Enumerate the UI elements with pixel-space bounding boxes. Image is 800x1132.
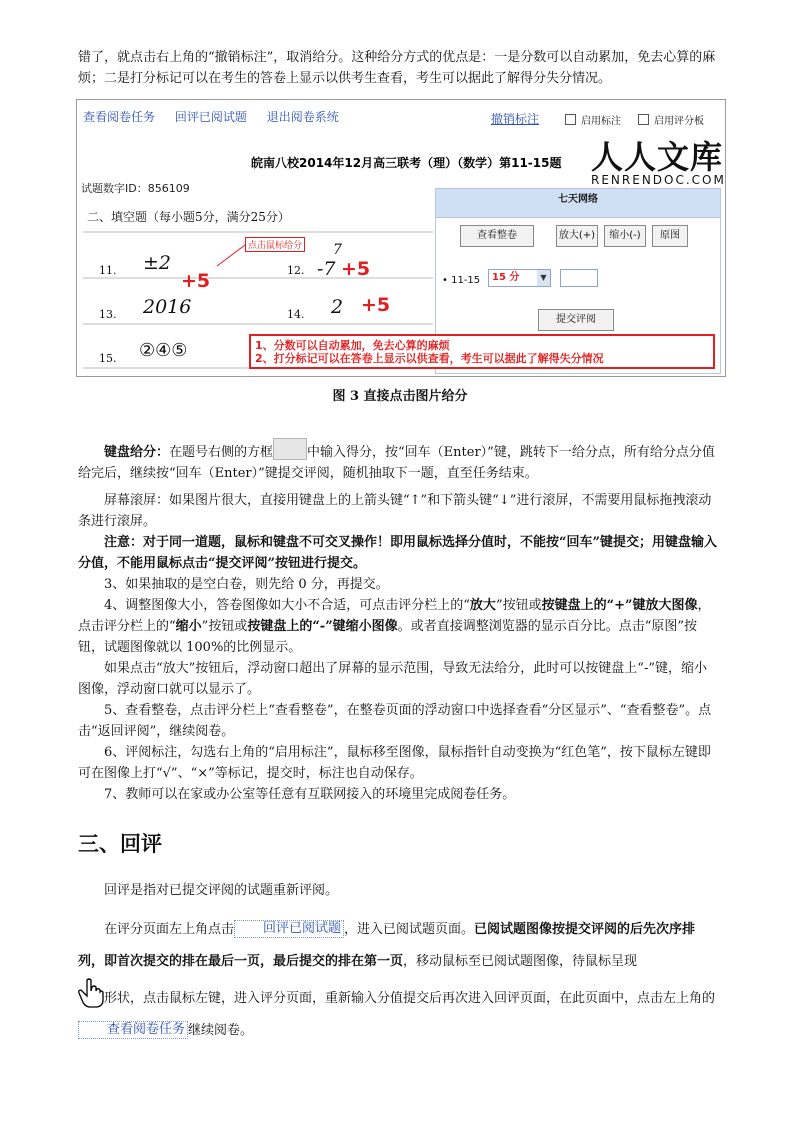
handwritten-answer: ±2 bbox=[143, 252, 172, 274]
click-annotation: 点击鼠标给分 bbox=[245, 237, 305, 252]
item-3: 3、如果抽取的是空白卷，则先给 0 分，再提交。 bbox=[104, 577, 389, 592]
item-4: 4、调整图像大小，答卷图像如大小不合适，可点击评分栏上的“放大”按钮或按键盘上的“+”键放大图像，点击评分栏上的“缩小”按钮或按键盘上的“-”键缩小图像。或者直接调整浏览器的显示百分比。点击“原图”按钮，试题图像就以 100%的比例显示。 bbox=[78, 598, 711, 655]
section-header: 二、填空题（每小题5分，满分25分） bbox=[87, 210, 290, 224]
dropdown-arrow-icon: ▼ bbox=[537, 270, 550, 286]
question-number: 12. bbox=[287, 264, 305, 277]
scroll-paragraph: 屏幕滚屏：如果图片很大，直接用键盘上的上箭头键“↑”和下箭头键“↓”进行滚屏，不需要用鼠标拖拽滚动条进行滚屏。 bbox=[78, 493, 712, 529]
handwritten-answer: 2 bbox=[331, 296, 344, 318]
item-6: 6、评阅标注，勾选右上角的“启用标注”，鼠标移至图像，鼠标指针自动变换为“红色笔”，按下鼠标左键即可在图像上打“√”、“×”等标记，提交时，标注也自动保存。 bbox=[78, 745, 711, 781]
submit-review-button[interactable]: 提交评阅 bbox=[538, 309, 614, 331]
handwritten-answer: ②④⑤ bbox=[139, 340, 188, 361]
top-links bbox=[83, 108, 355, 125]
keyboard-scoring-paragraph: 键盘给分：在题号右侧的方框 中输入得分，按“回车（Enter）”键，跳转下一给分点，所有给分点分值给完后，继续按“回车（Enter）”键提交评阅，随机抽取下一题，直至任务结束。 bbox=[78, 438, 718, 484]
question-number: 13. bbox=[99, 308, 117, 321]
review-intro: 回评是指对已提交评阅的试题重新评阅。 bbox=[104, 883, 339, 898]
score-input[interactable] bbox=[560, 269, 598, 287]
question-id: 试题数字ID：856109 bbox=[81, 182, 190, 195]
score-select[interactable]: 15 分 ▼ bbox=[488, 269, 551, 287]
original-size-button[interactable]: 原图 bbox=[652, 225, 688, 247]
score-mark: +5 bbox=[341, 258, 371, 280]
item-4-note: 如果点击“放大”按钮后，浮动窗口超出了屏幕的显示范围，导致无法给分，此时可以按键盘上“-”键，缩小图像，浮动窗口就可以显示了。 bbox=[78, 661, 707, 697]
figure-caption: 图 3 直接点击图片给分 bbox=[332, 389, 468, 404]
checkbox-icon bbox=[638, 114, 649, 125]
feature-notes: 1、分数可以自动累加，免去心算的麻烦 2、打分标记可以在答卷上显示以供查看，考生可以据此了解得失分情况 bbox=[249, 334, 715, 369]
handwritten-answer: -7 bbox=[317, 258, 336, 280]
view-tasks-link[interactable]: 查看阅卷任务 bbox=[78, 1021, 188, 1039]
exam-title: 皖南八校2014年12月高三联考（理）（数学）第11-15题 bbox=[251, 156, 562, 170]
grading-screenshot bbox=[76, 99, 726, 377]
watermark-logo: 人人文库 RENRENDOC.COM bbox=[591, 138, 726, 187]
zoom-in-button[interactable]: 放大(+) bbox=[556, 225, 598, 247]
link-view-tasks[interactable]: 查看阅卷任务 bbox=[83, 110, 156, 124]
notice-paragraph: 注意：对于同一道题，鼠标和键盘不可交叉操作！即用鼠标选择分值时，不能按“回车”键提交；用键盘输入分值，不能用鼠标点击“提交评阅”按钮进行提交。 bbox=[78, 535, 717, 571]
section-heading: 三、回评 bbox=[78, 832, 162, 856]
review-paragraph: 在评分页面左上角点击 回评已阅试题 ，进入已阅试题页面。已阅试题图像按提交评阅的后先次序排列，即首次提交的排在最后一页，最后提交的排在第一页，移动鼠标至已阅试题图像，待鼠标呈现 形状，点击鼠标左键，进入评分页面，重新输入分值提交后再次进入回评页面，在此页面中，点击左上角的查看阅卷任务 继续阅卷。 bbox=[78, 921, 716, 1038]
item-5: 5、查看整卷，点击评分栏上“查看整卷”，在整卷页面的浮动窗口中选择查看“分区显示”、“查看整卷”。点击“返回评阅”，继续阅卷。 bbox=[78, 703, 712, 739]
enable-panel-checkbox[interactable]: 启用评分板 bbox=[638, 112, 704, 127]
review-graded-link[interactable]: 回评已阅试题 bbox=[234, 920, 344, 938]
score-box-sample bbox=[273, 438, 307, 460]
panel-title: 七天网络 bbox=[436, 189, 720, 218]
hand-cursor-icon bbox=[78, 978, 104, 1008]
score-mark: +5 bbox=[181, 270, 211, 292]
link-review-graded[interactable]: 回评已阅试题 bbox=[174, 110, 247, 124]
question-number: 14. bbox=[287, 308, 305, 321]
checkbox-icon bbox=[565, 114, 576, 125]
question-number: 15. bbox=[99, 352, 117, 365]
question-label: • 11-15 bbox=[442, 275, 481, 286]
link-exit-system[interactable]: 退出阅卷系统 bbox=[266, 110, 339, 124]
item-7: 7、教师可以在家或办公室等任意有互联网接入的环境里完成阅卷任务。 bbox=[104, 787, 516, 802]
intro-paragraph: 错了，就点击右上角的“撤销标注”，取消给分。这种给分方式的优点是：一是分数可以自动累加，免去心算的麻烦；二是打分标记可以在考生的答卷上显示以供考生查看，考生可以据此了解得分失分情况。 bbox=[78, 50, 716, 86]
zoom-out-button[interactable]: 缩小(-) bbox=[604, 225, 646, 247]
view-full-paper-button[interactable]: 查看整卷 bbox=[460, 225, 534, 247]
handwritten-answer: 2016 bbox=[143, 296, 192, 318]
handwritten-fraction-top: 7 bbox=[333, 242, 342, 258]
enable-mark-checkbox[interactable]: 启用标注 bbox=[565, 112, 621, 127]
score-mark: +5 bbox=[361, 294, 391, 316]
question-number: 11. bbox=[99, 264, 117, 277]
undo-mark-link[interactable]: 撤销标注 bbox=[491, 112, 540, 126]
